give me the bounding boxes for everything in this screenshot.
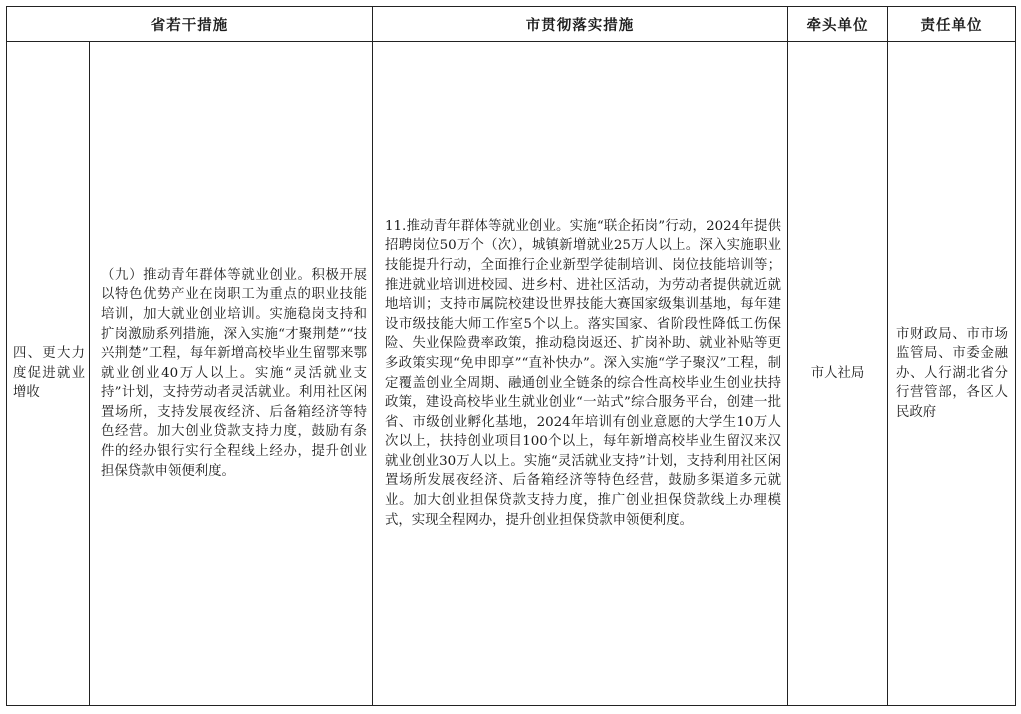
- header-lead-unit-label: 牵头单位: [806, 17, 869, 34]
- col-divider-4: [887, 7, 888, 705]
- col-divider-2: [372, 7, 373, 705]
- lead-unit-text: 市人社局: [810, 365, 865, 381]
- header-responsible-units-label: 责任单位: [920, 17, 983, 34]
- category-cell: [13, 42, 85, 705]
- city-measure-cell: [385, 42, 781, 705]
- header-lead-unit: [788, 7, 887, 41]
- header-city-measures-label: 市贯彻落实措施: [525, 17, 635, 34]
- province-measure-text: （九）推动青年群体等就业创业。积极开展以特色优势产业在岗职工为重点的职业技能培训，加大就业创业培训。实施稳岗支持和扩岗激励系列措施，深入实施“才聚荆楚”“技兴荆楚”工程，每年新增高校毕业生留鄂来鄂就业创业40万人以上。实施“灵活就业支持”计划，支持劳动者灵活就业。利用社区闲置场所，支持发展夜经济、后备箱经济等特色经营。加大创业贷款支持力度，鼓励有条件的经办银行实行全程线上经办，提升创业担保贷款申领便利度。: [101, 267, 367, 479]
- lead-unit-cell: [788, 42, 887, 705]
- measures-table: [6, 6, 1016, 706]
- category-text: 四、更大力度促进就业增收: [13, 346, 85, 401]
- header-city-measures: [373, 7, 787, 41]
- header-responsible-units: [888, 7, 1015, 41]
- header-province-measures-label: 省若干措施: [150, 17, 229, 34]
- responsible-units-cell: [896, 42, 1008, 705]
- city-measure-text: 11.推动青年群体等就业创业。实施“联企拓岗”行动，2024年提供招聘岗位50万个（次），城镇新增就业25万人以上。深入实施职业技能提升行动，全面推行企业新型学徒制培训、岗位技能培训等；推进就业培训进校园、进乡村、进社区活动，为劳动者提供就近就地培训；支持市属院校建设世界技能大赛国家级集训基地，每年建设市级技能大师工作室5个以上。落实国家、省阶段性降低工伤保险、失业保险费率政策，推动稳岗返还、扩岗补助、就业补贴等更多政策实现“免申即享”“直补快办”。深入实施“学子聚汉”工程，制定覆盖创业全周期、融通创业全链条的综合性高校毕业生创业扶持政策，建设高校毕业生就业创业“一站式”综合服务平台，创建一批省、市级创业孵化基地，2024年培训有创业意愿的大学生10万人次以上，扶持创业项目100个以上，每年新增高校毕业生留汉来汉就业创业30万人以上。实施“灵活就业支持”计划，支持利用社区闲置场所发展夜经济、后备箱经济等特色经营，鼓励多渠道多元就业。加大创业担保贷款支持力度，推广创业担保贷款线上办理模式，实现全程网办，提升创业担保贷款申领便利度。: [385, 218, 781, 528]
- responsible-units-text: 市财政局、市市场监管局、市委金融办、人行湖北省分行营管部，各区人民政府: [896, 326, 1008, 420]
- col-divider-1: [89, 42, 90, 705]
- header-province-measures: [7, 7, 372, 41]
- province-measure-cell: [101, 42, 367, 705]
